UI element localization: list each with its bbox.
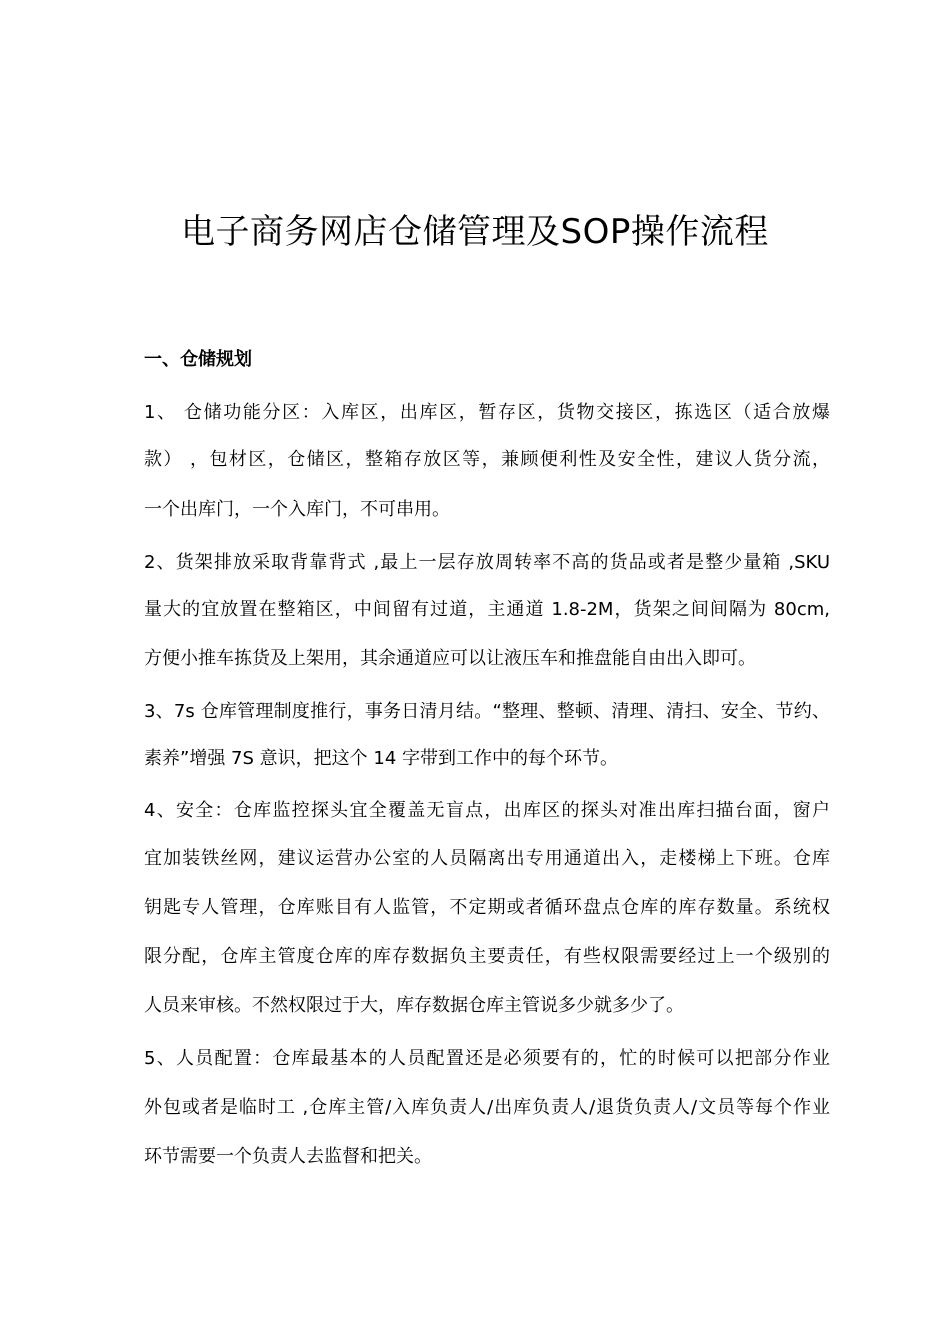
paragraph-line: 环节需要一个负责人去监督和把关。: [144, 1146, 432, 1167]
paragraph-line: 素养”增强 7S 意识，把这个 14 字带到工作中的每个环节。: [144, 748, 618, 769]
paragraph-line: 1、 仓储功能分区：入库区，出库区，暂存区，货物交接区，拣选区（适合放爆: [144, 402, 830, 423]
paragraph-line: 2、货架排放采取背靠背式 ,最上一层存放周转率不高的货品或者是整少量箱 ,SKU: [144, 552, 830, 573]
paragraph-line: 钥匙专人管理，仓库账目有人监管，不定期或者循环盘点仓库的库存数量。系统权: [144, 897, 830, 918]
paragraph-line: 3、7s 仓库管理制度推行，事务日清月结。“整理、整顿、清理、清扫、安全、节约、: [144, 701, 830, 722]
paragraph-line: 限分配，仓库主管度仓库的库存数据负主要责任，有些权限需要经过上一个级别的: [144, 946, 830, 967]
paragraph-line: 款） ，包材区，仓储区，整箱存放区等，兼顾便利性及安全性，建议人货分流，: [144, 449, 830, 470]
section-heading: 一、仓储规划: [144, 349, 252, 370]
paragraph-line: 宜加装铁丝网，建议运营办公室的人员隔离出专用通道出入，走楼梯上下班。仓库: [144, 848, 830, 869]
document-title: 电子商务网店仓储管理及SOP操作流程: [181, 212, 769, 252]
paragraph-line: 方便小推车拣货及上架用，其余通道应可以让液压车和推盘能自由出入即可。: [144, 648, 756, 669]
paragraph-line: 量大的宜放置在整箱区，中间留有过道，主通道 1.8-2M，货架之间间隔为 80cm,: [144, 599, 830, 620]
paragraph-line: 人员来审核。不然权限过于大，库存数据仓库主管说多少就多少了。: [144, 995, 684, 1016]
paragraph-line: 一个出库门，一个入库门，不可串用。: [144, 499, 450, 520]
paragraph-line: 5、人员配置：仓库最基本的人员配置还是必须要有的，忙的时候可以把部分作业: [144, 1048, 830, 1069]
paragraph-line: 外包或者是临时工 ,仓库主管/入库负责人/出库负责人/退货负责人/文员等每个作业: [144, 1097, 830, 1118]
paragraph-line: 4、安全：仓库监控探头宜全覆盖无盲点，出库区的探头对准出库扫描台面，窗户: [144, 800, 830, 821]
